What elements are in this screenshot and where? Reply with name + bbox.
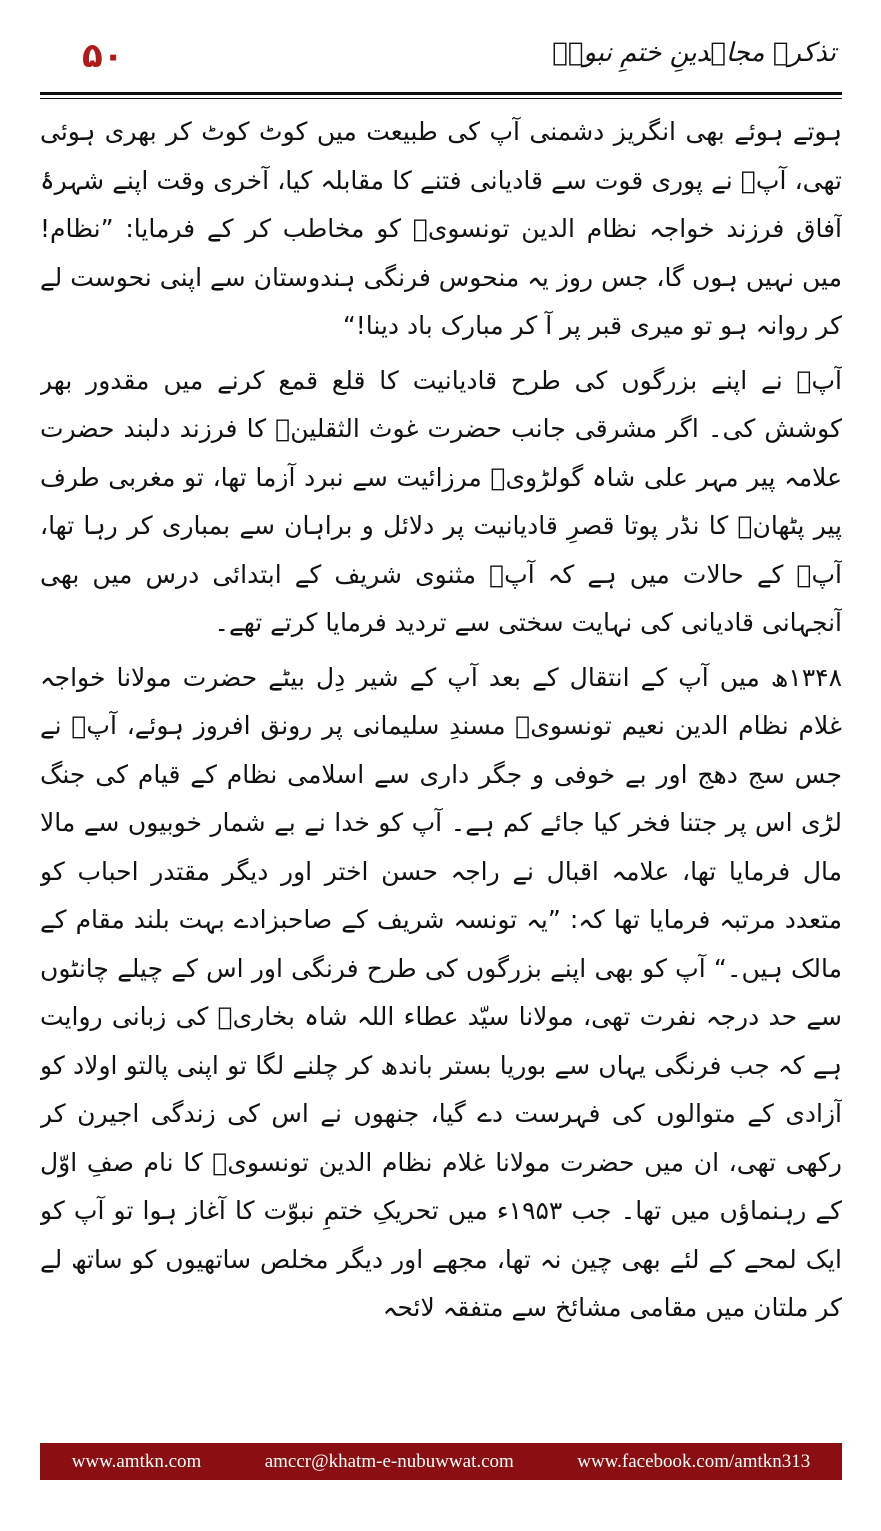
- footer-facebook-link[interactable]: www.facebook.com/amtkn313: [577, 1450, 811, 1472]
- paragraph-2: آپؒ نے اپنے بزرگوں کی طرح قادیانیت کا قلع قمع کرنے میں مقدور بھر کوشش کی۔ اگر مشرقی جانب حضرت غوث الثقلینؒ کا فرزند دلبند حضرت علامہ پیر مہر علی شاہ گولڑویؒ مرزائیت سے نبرد آزما تھا، تو مغربی طرف پیر پٹھانؒ کا نڈر پوتا قصرِ قادیانیت پر دلائل و براہان سے بمباری کر رہا تھا، آپؒ کے حالات میں ہے کہ آپؒ مثنوی شریف کے ابتدائی درس میں بھی آنجہانی قادیانی کی نہایت سختی سے تردید فرمایا کرتے تھے۔: [40, 365, 842, 637]
- header-divider-thin: [40, 98, 842, 99]
- page-footer: [40, 1443, 842, 1480]
- book-title: تذکرہ مجاہدینِ ختمِ نبوتؐ: [552, 38, 836, 68]
- paragraph-3: ۱۳۴۸ھ میں آپ کے انتقال کے بعد آپ کے شیر دِل بیٹے حضرت مولانا خواجہ غلام نظام الدین نعیم تونسویؒ مسندِ سلیمانی پر رونق افروز ہوئے، آپؒ نے جس سج دھج اور بے خوفی و جگر داری سے اسلامی نظام کے قیام کی جنگ لڑی اس پر جتنا فخر کیا جائے کم ہے۔ آپ کو خدا نے بے شمار خوبیوں سے مالا مال فرمایا تھا، علامہ اقبال نے راجہ حسن اختر اور دیگر مقتدر احباب کو متعدد مرتبہ فرمایا تھا کہ: ”یہ تونسہ شریف کے صاحبزادے بہت بلند مقام کے مالک ہیں۔“ آپ کو بھی اپنے بزرگوں کی طرح فرنگی اور اس کے چیلے چانٹوں سے حد درجہ نفرت تھی، مولانا سیّد عطاء اللہ شاہ بخاریؒ کی زبانی روایت ہے کہ جب فرنگی یہاں سے بوریا بستر باندھ کر چلنے لگا تو اپنی پالتو اولاد کو آزادی کے متوالوں کی فہرست دے گیا، جنھوں نے اس کی زندگی اجیرن کر رکھی تھی، ان میں حضرت مولانا غلام نظام الدین تونسویؒ کا نام صفِ اوّل کے رہنماؤں میں تھا۔ جب ۱۹۵۳ء میں تحریکِ ختمِ نبوّت کا آغاز ہوا تو آپ کو ایک لمحے کے لئے بھی چین نہ تھا، مجھے اور دیگر مخلص ساتھیوں کو ساتھ لے کر ملتان میں مقامی مشائخ سے متفقہ لائحہ: [40, 662, 842, 1322]
- page-header: [40, 30, 840, 92]
- page-number: ۵۰: [82, 36, 124, 76]
- footer-website-link[interactable]: www.amtkn.com: [71, 1450, 202, 1472]
- footer-email-link[interactable]: amccr@khatm-e-nubuwwat.com: [264, 1450, 514, 1472]
- paragraph-1: ہوتے ہوئے بھی انگریز دشمنی آپ کی طبیعت میں کوٹ کوٹ کر بھری ہوئی تھی، آپؒ نے پوری قوت سے قادیانی فتنے کا مقابلہ کیا، آخری وقت اپنے شہرۂ آفاق فرزند خواجہ نظام الدین تونسویؒ کو مخاطب کر کے فرمایا: ”نظام! میں نہیں ہوں گا، جس روز یہ منحوس فرنگی ہندوستان سے اپنی نحوست لے کر روانہ ہو تو میری قبر پر آ کر مبارک باد دینا!“: [40, 117, 842, 340]
- page-body: [40, 108, 842, 1418]
- header-divider: [40, 92, 842, 95]
